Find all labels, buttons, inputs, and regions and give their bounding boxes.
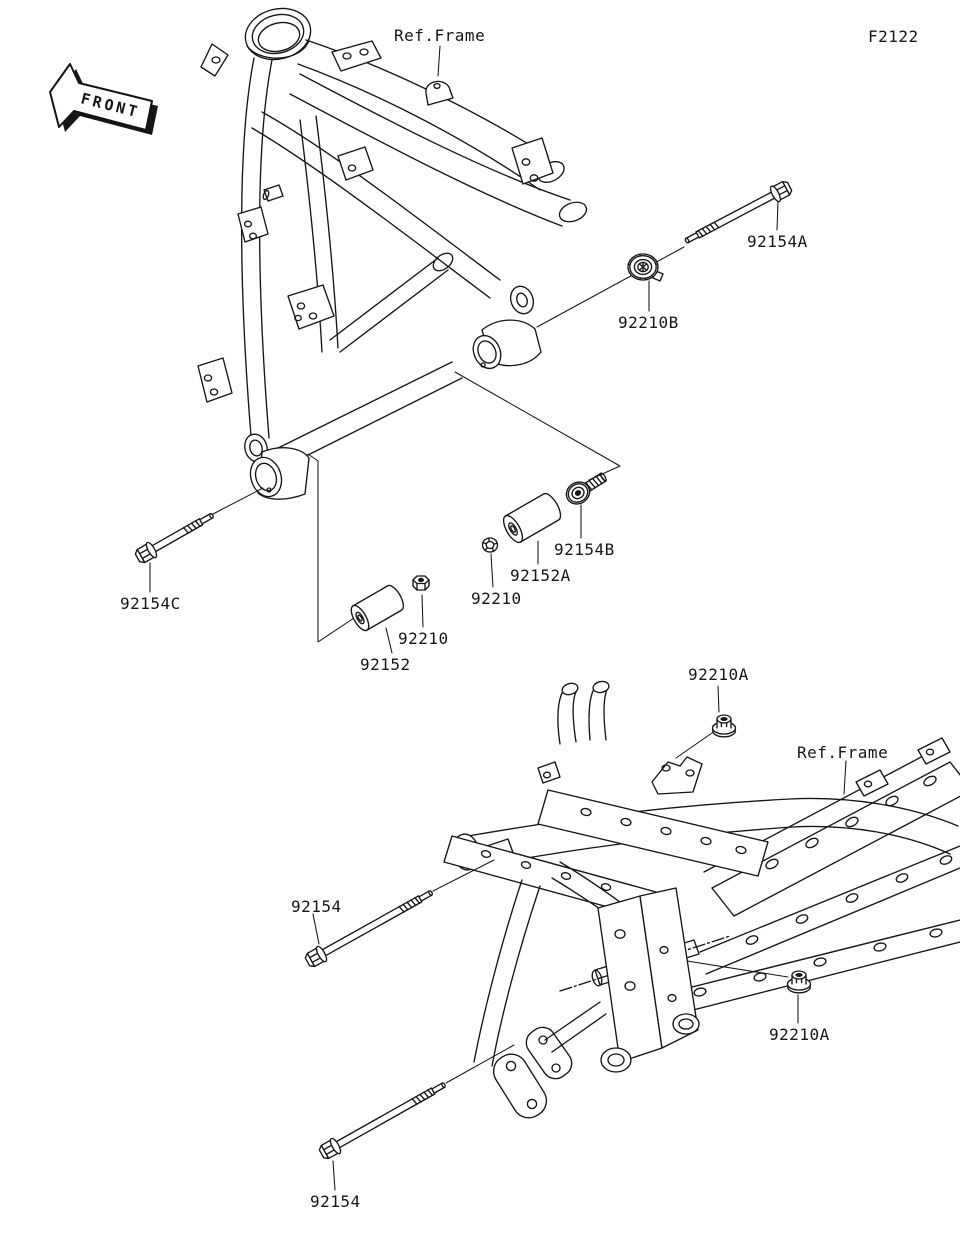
nut-92210A-top xyxy=(713,715,736,737)
part-label-92152A: 92152A xyxy=(510,566,571,585)
nut-92210B xyxy=(628,254,663,281)
part-label-92154-lower: 92154 xyxy=(310,1192,361,1211)
ref-frame-bottom-label: Ref.Frame xyxy=(797,743,889,762)
nut-92210A-bottom xyxy=(788,971,811,993)
part-label-92210-nut: 92210 xyxy=(398,629,449,648)
part-label-92154-upper: 92154 xyxy=(291,897,342,916)
bolt-92154B xyxy=(562,467,610,508)
part-label-92152: 92152 xyxy=(360,655,411,674)
figure-code-label: F2122 xyxy=(868,27,919,46)
part-label-92210B: 92210B xyxy=(618,313,679,332)
part-label-92210A-top: 92210A xyxy=(688,665,749,684)
top-frame-drawing xyxy=(198,2,589,501)
bolt-92154-lower xyxy=(317,1077,449,1161)
washer-92210 xyxy=(483,538,498,552)
nut-92210 xyxy=(413,576,429,590)
part-label-92210-washer: 92210 xyxy=(471,589,522,608)
part-label-92154C: 92154C xyxy=(120,594,181,613)
bolt-92154C xyxy=(133,508,217,566)
collar-92152 xyxy=(348,583,407,633)
ref-frame-top-label: Ref.Frame xyxy=(394,26,486,45)
part-label-92154A: 92154A xyxy=(747,232,808,251)
front-direction-arrow-icon xyxy=(50,64,158,135)
part-label-92154B: 92154B xyxy=(554,540,615,559)
collar-92152A xyxy=(500,491,564,545)
front-arrow-label: FRONT xyxy=(79,89,142,122)
part-label-92210A-bottom: 92210A xyxy=(769,1025,830,1044)
